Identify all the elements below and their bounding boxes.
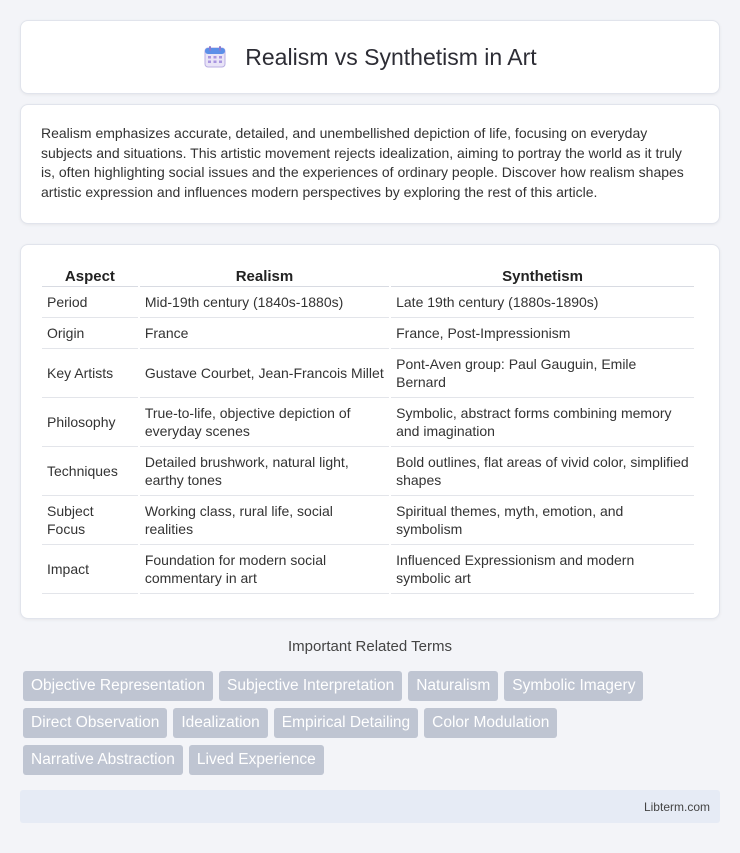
table-row — [42, 545, 694, 594]
cell-aspect: Origin — [42, 318, 138, 349]
cell-synthetism: Influenced Expressionism and modern symbolic art — [391, 545, 694, 594]
table-row — [42, 447, 694, 496]
footer — [20, 790, 720, 823]
cell-aspect: Period — [42, 287, 138, 318]
cell-synthetism: Spiritual themes, myth, emotion, and symbolism — [391, 496, 694, 545]
comparison-table-card — [20, 244, 720, 619]
cell-realism: Foundation for modern social commentary in art — [140, 545, 389, 594]
table-row — [42, 398, 694, 447]
cell-realism: Mid-19th century (1840s-1880s) — [140, 287, 389, 318]
cell-synthetism: Symbolic, abstract forms combining memory and imagination — [391, 398, 694, 447]
cell-aspect: Impact — [42, 545, 138, 594]
table-row — [42, 318, 694, 349]
intro-paragraph: Realism emphasizes accurate, detailed, and unembellished depiction of life, focusing on everyday subjects and situations. This artistic movement rejects idealization, aiming to portray the world as it truly is, often highlighting social issues and the experiences of ordinary people. Discover how realism shapes artistic expression and influences modern perspectives by exploring the rest of this article. — [41, 125, 684, 200]
cell-aspect: Key Artists — [42, 349, 138, 398]
header-aspect: Aspect — [42, 265, 138, 287]
related-terms-list — [23, 671, 723, 782]
cell-realism: True-to-life, objective depiction of everyday scenes — [140, 398, 389, 447]
cell-synthetism: France, Post-Impressionism — [391, 318, 694, 349]
table-row — [42, 496, 694, 545]
intro-card — [20, 104, 720, 224]
related-term-tag[interactable]: Empirical Detailing — [274, 708, 418, 738]
cell-realism: Detailed brushwork, natural light, earthy tones — [140, 447, 389, 496]
related-term-tag[interactable]: Objective Representation — [23, 671, 213, 701]
related-term-tag[interactable]: Color Modulation — [424, 708, 557, 738]
related-term-tag[interactable]: Subjective Interpretation — [219, 671, 402, 701]
header-realism: Realism — [140, 265, 389, 287]
comparison-table — [40, 265, 696, 594]
calendar-icon — [203, 45, 227, 69]
cell-aspect: Techniques — [42, 447, 138, 496]
cell-aspect: Subject Focus — [42, 496, 138, 545]
footer-brand[interactable]: Libterm.com — [643, 799, 710, 814]
related-term-tag[interactable]: Symbolic Imagery — [504, 671, 643, 701]
related-term-tag[interactable]: Idealization — [173, 708, 267, 738]
header-synthetism: Synthetism — [391, 265, 694, 287]
table-row — [42, 287, 694, 318]
cell-aspect: Philosophy — [42, 398, 138, 447]
cell-synthetism: Bold outlines, flat areas of vivid color, simplified shapes — [391, 447, 694, 496]
table-row — [42, 349, 694, 398]
related-term-tag[interactable]: Direct Observation — [23, 708, 167, 738]
related-term-tag[interactable]: Lived Experience — [189, 745, 324, 775]
header-card — [20, 20, 720, 94]
page-title: Realism vs Synthetism in Art — [245, 43, 537, 70]
related-term-tag[interactable]: Naturalism — [408, 671, 498, 701]
related-term-tag[interactable]: Narrative Abstraction — [23, 745, 183, 775]
cell-realism: France — [140, 318, 389, 349]
related-terms-title: Important Related Terms — [288, 638, 452, 655]
cell-realism: Working class, rural life, social realities — [140, 496, 389, 545]
cell-synthetism: Late 19th century (1880s-1890s) — [391, 287, 694, 318]
table-header-row — [42, 265, 694, 287]
cell-synthetism: Pont-Aven group: Paul Gauguin, Emile Bernard — [391, 349, 694, 398]
cell-realism: Gustave Courbet, Jean-Francois Millet — [140, 349, 389, 398]
